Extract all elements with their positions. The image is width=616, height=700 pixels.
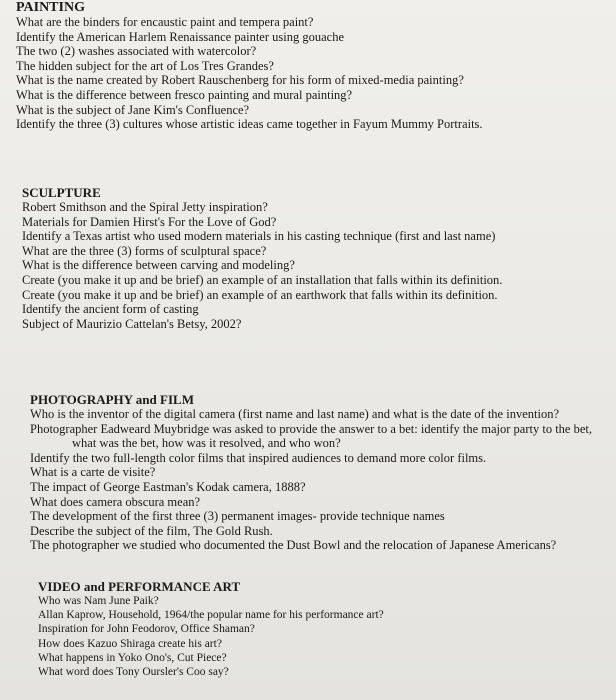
question-line: Identify the ancient form of casting bbox=[22, 302, 199, 317]
question-line: Identify the two full-length color films that inspired audiences to demand more color films. bbox=[30, 450, 487, 465]
section-title-sculpture: SCULPTURE bbox=[22, 185, 101, 200]
sculpture-section bbox=[22, 185, 616, 331]
question-line: Identify a Texas artist who used modern materials in his casting technique (first and last name) bbox=[22, 229, 496, 244]
question-line: What is the name created by Robert Rauschenberg for his form of mixed-media painting? bbox=[16, 73, 464, 88]
question-line: Identify the American Harlem Renaissance painter using gouache bbox=[16, 29, 345, 44]
question-line: What is the difference between carving and modeling? bbox=[22, 258, 295, 273]
question-line: Photographer Eadweard Muybridge was asked to provide the answer to a bet: identify the major party to the bet, bbox=[30, 421, 592, 436]
photography-film-section bbox=[30, 392, 616, 553]
question-line: Robert Smithson and the Spiral Jetty inspiration? bbox=[22, 200, 268, 214]
painting-section bbox=[16, 0, 616, 132]
question-line: What word does Tony Oursler's Coo say? bbox=[38, 666, 229, 679]
question-line: What are the three (3) forms of sculptural space? bbox=[22, 243, 267, 258]
question-line: What is the subject of Jane Kim's Confluence? bbox=[16, 102, 250, 117]
question-line: Inspiration for John Feodorov, Office Shaman? bbox=[38, 623, 255, 636]
question-line: Describe the subject of the film, The Gold Rush. bbox=[30, 523, 273, 538]
question-line: The impact of George Eastman's Kodak camera, 1888? bbox=[30, 479, 306, 494]
question-line: What does camera obscura mean? bbox=[30, 494, 201, 509]
question-line: Allan Kaprow, Household, 1964/the popular name for his performance art? bbox=[38, 609, 384, 622]
video-performance-section bbox=[38, 579, 616, 679]
question-line: Materials for Damien Hirst's For the Love of God? bbox=[22, 214, 277, 229]
question-line: What is a carte de visite? bbox=[30, 465, 156, 480]
question-line: The photographer we studied who documented the Dust Bowl and the relocation of Japanese Americans? bbox=[30, 538, 557, 553]
question-line: The two (2) washes associated with watercolor? bbox=[16, 44, 257, 59]
section-title-painting: PAINTING bbox=[16, 0, 85, 15]
question-line: Who was Nam June Paik? bbox=[38, 595, 159, 607]
question-line: Create (you make it up and be brief) an example of an installation that falls within its definition. bbox=[22, 272, 503, 287]
question-line: The hidden subject for the art of Los Tres Grandes? bbox=[16, 58, 274, 73]
question-line: What happens in Yoko Ono's, Cut Piece? bbox=[38, 651, 227, 664]
question-line: How does Kazuo Shiraga create his art? bbox=[38, 637, 222, 650]
question-line: Create (you make it up and be brief) an example of an earthwork that falls within its definition. bbox=[22, 287, 498, 302]
question-line: What are the binders for encaustic paint and tempera paint? bbox=[16, 15, 314, 29]
section-title-video-performance: VIDEO and PERFORMANCE ART bbox=[38, 579, 241, 594]
question-line: The development of the first three (3) permanent images- provide technique names bbox=[30, 509, 445, 524]
question-line: Subject of Maurizio Cattelan's Betsy, 2002? bbox=[22, 316, 242, 331]
question-line: what was the bet, how was it resolved, and who won? bbox=[72, 436, 341, 451]
question-line: Identify the three (3) cultures whose artistic ideas came together in Fayum Mummy Portraits. bbox=[16, 117, 483, 132]
section-title-photography-film: PHOTOGRAPHY and FILM bbox=[30, 392, 194, 407]
question-line: What is the difference between fresco painting and mural painting? bbox=[16, 87, 353, 102]
question-line: Who is the inventor of the digital camera (first name and last name) and what is the date of the invention? bbox=[30, 407, 559, 421]
